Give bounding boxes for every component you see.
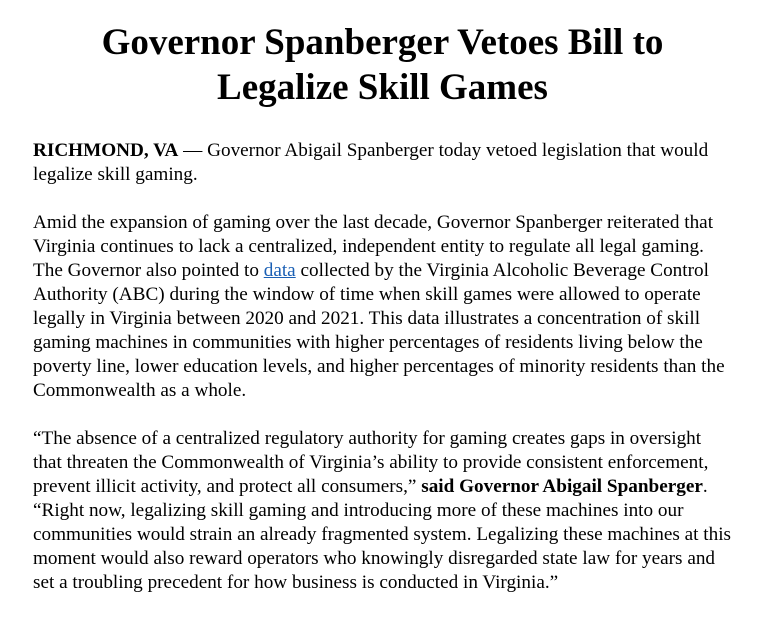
dateline: RICHMOND, VA [33,140,179,161]
article-body [33,139,732,595]
paragraph-quote [33,427,732,595]
intro-text: — Governor Abigail Spanberger today vetoed legislation that would legalize skill gaming. [33,140,709,185]
quote-attribution: said Governor Abigail Spanberger [421,476,703,497]
headline-line-2: Legalize Skill Games [217,67,548,108]
headline-line-1: Governor Spanberger Vetoes Bill to [101,22,664,63]
quote-part-2: . “Right now, legalizing skill gaming and introducing more of these machines into our communities would strain an already fragmented system. Legalizing these machines at this moment would also reward operators who knowingly disregarded state law for years and set a troubling precedent for how business is conducted in Virginia.” [33,476,732,593]
paragraph-data-text-after: collected by the Virginia Alcoholic Beverage Control Authority (ABC) during the window of time when skill games were allowed to operate legally in Virginia between 2020 and 2021. This data illustrates a concentration of skill gaming machines in communities with higher percentages of residents living below the poverty line, lower education levels, and higher percentages of minority residents than the Commonwealth as a whole. [33,260,725,401]
paragraph-data-text-before: Amid the expansion of gaming over the last decade, Governor Spanberger reiterated that Virginia continues to lack a centralized, independent entity to regulate all legal gaming. The Governor also pointed to [33,212,714,281]
data-link[interactable]: data [263,260,296,281]
paragraph-intro [33,139,732,187]
headline [33,0,732,110]
quote-part-1: “The absence of a centralized regulatory authority for gaming creates gaps in oversight that threaten the Commonwealth of Virginia’s ability to provide consistent enforcement, prevent illicit activity, and protect all consumers,” [33,428,709,497]
paragraph-data [33,211,732,403]
